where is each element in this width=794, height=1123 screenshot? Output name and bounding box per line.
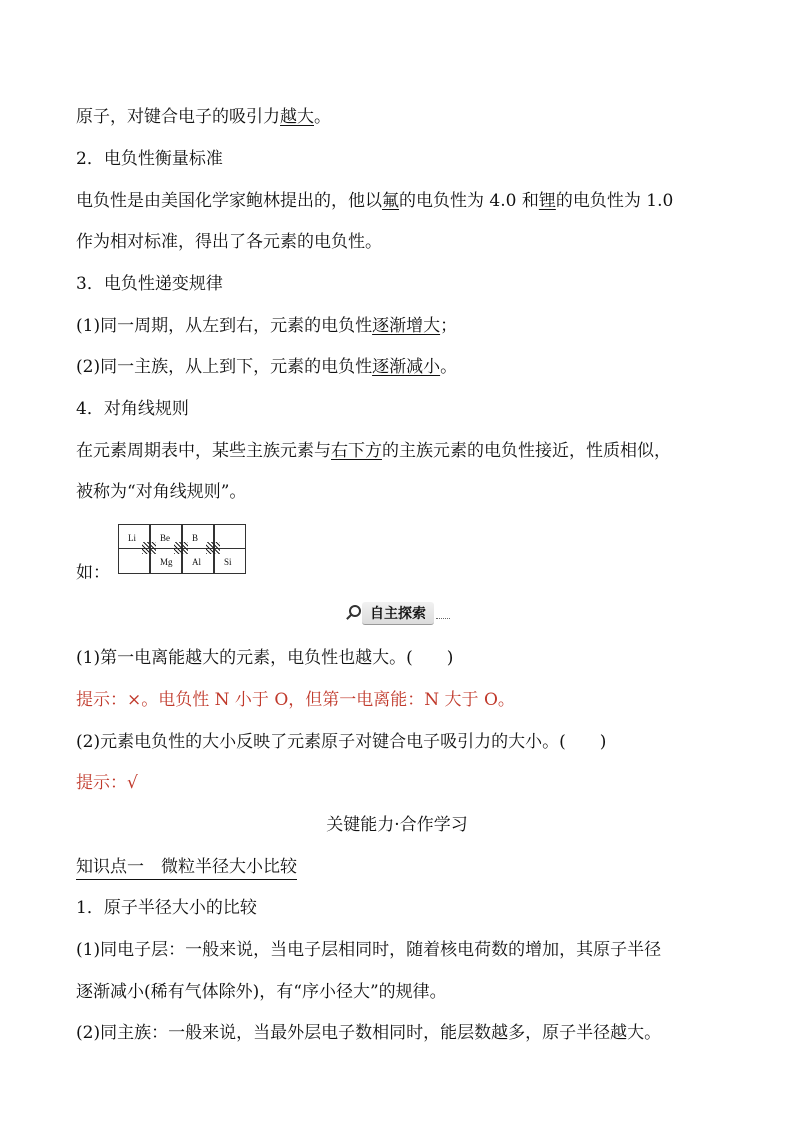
text: 的电负性为 1.0 <box>555 191 674 211</box>
table-cell: Mg <box>150 549 182 574</box>
answer-blank: 逐渐减小 <box>372 357 441 377</box>
heading: 2．电负性衡量标准 <box>76 149 223 169</box>
answer-blank: 越大 <box>280 107 314 127</box>
text: 在元素周期表中，某些主族元素与 <box>76 441 331 461</box>
text-line <box>76 106 331 128</box>
text-line: 作为相对标准，得出了各元素的电负性。 <box>76 232 382 252</box>
text-line <box>76 356 457 378</box>
text: 。 <box>440 357 458 377</box>
periodic-table-snippet <box>118 524 248 576</box>
text-line: (2)同主族：一般来说，当最外层电子数相同时，能层数越多，原子半径越大。 <box>76 1023 662 1043</box>
heading: 1．原子半径大小的比较 <box>76 898 257 918</box>
hint: 提示：√ <box>76 773 138 793</box>
text: ； <box>440 316 458 336</box>
answer-blank: 氟 <box>382 191 399 211</box>
answer-blank: 右下方 <box>331 441 382 461</box>
text-line: 如： <box>76 563 110 583</box>
hint: 提示：×。电负性 N 小于 O，但第一电离能：N 大于 O。 <box>76 690 515 710</box>
text: (1)同一周期，从左到右，元素的电负性 <box>76 316 373 336</box>
badge-label: 自主探索 <box>362 602 434 625</box>
text: 原子，对键合电子的吸引力 <box>76 107 280 127</box>
text: 电负性是由美国化学家鲍林提出的，他以 <box>76 191 382 211</box>
question: (2)元素电负性的大小反映了元素原子对键合电子吸引力的大小。( ) <box>76 732 607 752</box>
knowledge-point-title: 知识点一 微粒半径大小比较 <box>76 857 297 880</box>
text-line: 被称为“对角线规则”。 <box>76 482 247 502</box>
decorative-tail-icon <box>436 608 450 619</box>
text-line: 逐渐减小(稀有气体除外)，有“序小径大”的规律。 <box>76 982 447 1002</box>
table-cell: Al <box>182 549 214 574</box>
text: 的电负性为 4.0 和 <box>399 191 539 211</box>
table-cell: B <box>182 524 214 549</box>
diagonal-hatch-icon <box>174 542 188 554</box>
section-title: 关键能力·合作学习 <box>326 815 468 835</box>
heading: 3．电负性递变规律 <box>76 274 223 294</box>
text: 。 <box>314 107 331 127</box>
heading: 4．对角线规则 <box>76 399 189 419</box>
text-line <box>76 190 673 212</box>
table-cell: Be <box>150 524 182 549</box>
answer-blank: 逐渐增大 <box>372 316 441 336</box>
question: (1)第一电离能越大的元素，电负性也越大。( ) <box>76 648 454 668</box>
table-cell: Li <box>118 524 150 549</box>
diagonal-hatch-icon <box>142 542 156 554</box>
answer-blank: 锂 <box>538 191 556 211</box>
knowledge-point-heading <box>76 856 297 878</box>
diagonal-hatch-icon <box>206 542 220 554</box>
self-explore-badge <box>344 602 450 624</box>
text: 的主族元素的电负性接近，性质相似， <box>382 441 671 461</box>
text: (2)同一主族，从上到下，元素的电负性 <box>76 357 373 377</box>
magnifier-icon <box>344 604 362 622</box>
text-line: (1)同电子层：一般来说，当电子层相同时，随着核电荷数的增加，其原子半径 <box>76 940 662 960</box>
table-cell: Si <box>214 549 246 574</box>
text-line <box>76 315 457 337</box>
text-line <box>76 440 671 462</box>
